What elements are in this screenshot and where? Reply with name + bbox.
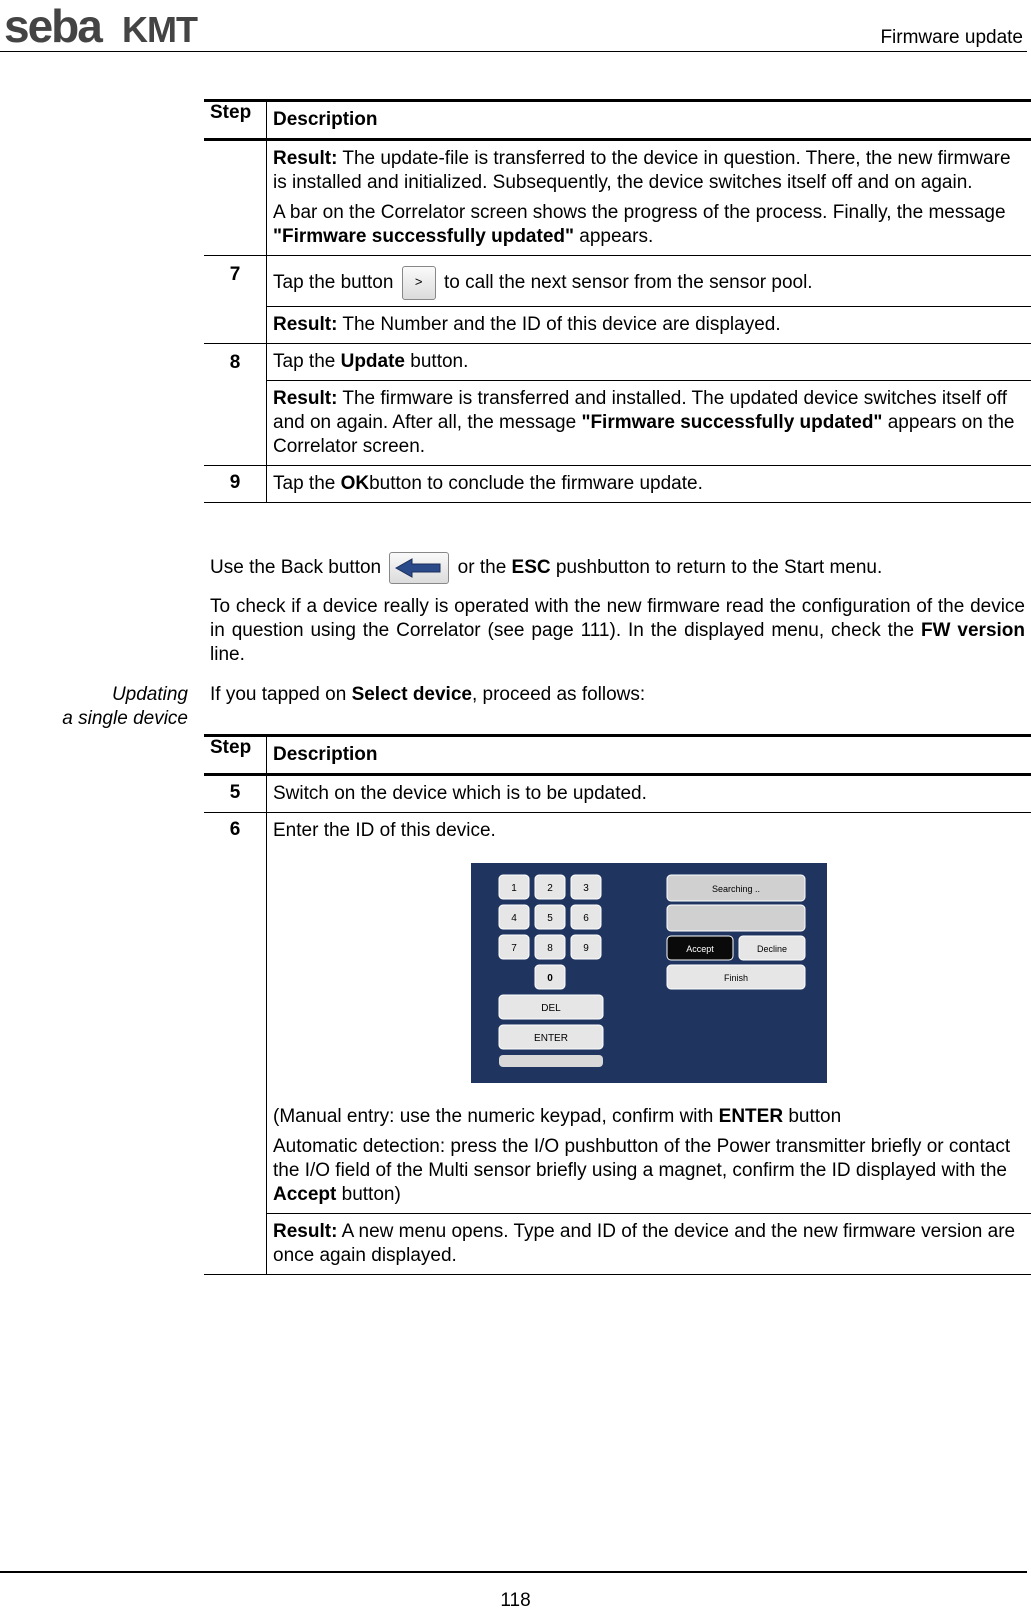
result-cell — [267, 140, 1031, 256]
keypad-key-label: 9 — [583, 943, 589, 954]
header-title: Firmware update — [880, 27, 1023, 48]
update-button-ref: Update — [340, 351, 406, 372]
margin-note-line: a single device — [62, 708, 188, 729]
auto-detect-end: button) — [336, 1184, 401, 1205]
check-text-end: line. — [210, 644, 245, 665]
result-label: Result: — [273, 314, 338, 335]
keypad-key-label: 6 — [583, 913, 589, 924]
table-header-row — [204, 101, 1031, 140]
step-number: 6 — [204, 813, 267, 1275]
instruction-text-end: to call the next sensor from the sensor pool. — [438, 272, 813, 294]
sebakmt-logo — [4, 4, 222, 48]
progress-text-end: appears. — [574, 226, 654, 247]
col-step-header: Step — [204, 101, 267, 140]
auto-detect-text: Automatic detection: press the I/O pushbutton of the Power transmitter briefly or contact the I/O field of the Multi sensor briefly using a magnet, confirm the ID displayed with the — [273, 1136, 1011, 1181]
keypad-key-7[interactable] — [499, 935, 529, 959]
page-number: 118 — [500, 1590, 531, 1611]
result-text-end: appears on the Correlator screen. — [273, 412, 1015, 457]
keypad-key-label: 0 — [547, 973, 553, 984]
back-button[interactable] — [389, 552, 449, 584]
keypad-key-label: 5 — [547, 913, 553, 924]
step-number: 8 — [204, 344, 267, 466]
result-label: Result: — [273, 388, 338, 409]
table-row — [204, 1214, 1031, 1275]
instruction-text: Tap the button — [273, 272, 399, 294]
keypad-key-0[interactable] — [535, 965, 565, 989]
col-description-header: Description — [267, 101, 1031, 140]
result-text: The update-file is transferred to the device in question. There, the new firmware is installed and initialized. Subsequently, the device switches itself off and on again. — [273, 148, 1011, 193]
enter-key[interactable] — [499, 1025, 603, 1049]
result-text: The firmware is transferred and installed. The updated device switches itself off and on again. After all, the message — [273, 388, 1007, 433]
keypad-key-label: 2 — [547, 883, 553, 894]
keypad-key-label: 8 — [547, 943, 553, 954]
enter-ref: ENTER — [718, 1106, 784, 1127]
keypad-key-label: 7 — [511, 943, 517, 954]
finish-button[interactable] — [667, 965, 805, 989]
header-rule — [0, 51, 1027, 52]
back-paragraph — [210, 552, 1025, 584]
select-device-ref: Select device — [351, 684, 472, 705]
instruction-cell — [267, 344, 1031, 381]
keypad-key-9[interactable] — [571, 935, 601, 959]
instruction-text: Switch on the device which is to be updated. — [273, 783, 647, 804]
del-label: DEL — [541, 1003, 561, 1014]
esc-ref: ESC — [511, 557, 551, 579]
step-number: 5 — [204, 775, 267, 813]
col-step-header: Step — [204, 736, 267, 775]
table-row — [204, 140, 1031, 256]
del-key[interactable] — [499, 995, 603, 1019]
back-text-2: or the — [452, 557, 512, 579]
keypad-key-3[interactable] — [571, 875, 601, 899]
arrow-left-icon — [390, 553, 448, 583]
instruction-cell — [267, 775, 1031, 813]
result-cell — [267, 307, 1031, 344]
step-number: 7 — [204, 256, 267, 344]
accept-label: Accept — [686, 944, 714, 954]
decline-button[interactable] — [739, 936, 805, 960]
instruction-text: Tap the — [273, 351, 341, 372]
fw-version-ref: FW version — [920, 620, 1026, 641]
margin-note-line: Updating — [111, 684, 188, 705]
searching-label: Searching .. — [711, 884, 761, 894]
manual-entry-text: (Manual entry: use the numeric keypad, confirm with — [273, 1106, 719, 1127]
table-row — [204, 466, 1031, 503]
next-sensor-button[interactable]: > — [402, 266, 436, 300]
select-text-end: , proceed as follows: — [471, 684, 646, 705]
table-header-row — [204, 736, 1031, 775]
table-row — [204, 256, 1031, 307]
progress-text: A bar on the Correlator screen shows the progress of the process. Finally, the message — [273, 202, 1006, 223]
id-field — [667, 905, 805, 931]
footer-rule — [0, 1571, 1027, 1573]
steps-table-1 — [204, 99, 1031, 503]
result-text: A new menu opens. Type and ID of the device and the new firmware version are once again displayed. — [273, 1221, 1016, 1266]
keypad-key-6[interactable] — [571, 905, 601, 929]
select-text: If you tapped on — [210, 684, 352, 705]
table-row — [204, 813, 1031, 1214]
result-text: The Number and the ID of this device are displayed. — [337, 314, 781, 335]
table-row — [204, 307, 1031, 344]
check-text: To check if a device really is operated with the new firmware read the configuration of the device in question using the Correlator (see page 111). In the displayed menu, check the — [210, 596, 1025, 641]
success-message: "Firmware successfully updated" — [581, 412, 883, 433]
margin-note — [62, 683, 188, 731]
result-cell — [267, 381, 1031, 466]
step-number: 9 — [204, 466, 267, 503]
manual-entry-end: button — [783, 1106, 842, 1127]
svg-text:KMT: KMT — [122, 9, 197, 48]
keypad-key-label: 4 — [511, 913, 517, 924]
finish-label: Finish — [723, 973, 749, 983]
keypad-key-5[interactable] — [535, 905, 565, 929]
decline-label: Decline — [756, 944, 788, 954]
svg-text:seba: seba — [4, 4, 101, 48]
instruction-text: Tap the — [273, 473, 341, 494]
select-paragraph — [210, 683, 1025, 707]
accept-button[interactable] — [667, 936, 733, 960]
result-label: Result: — [273, 1221, 338, 1242]
searching-field — [667, 875, 805, 901]
keypad-key-label: 3 — [583, 883, 589, 894]
accept-ref: Accept — [273, 1184, 337, 1205]
instruction-text-end: button. — [405, 351, 469, 372]
result-cell — [267, 1214, 1031, 1275]
back-text-3: pushbutton to return to the Start menu. — [550, 557, 883, 579]
keypad-key-2[interactable] — [535, 875, 565, 899]
keypad-key-8[interactable] — [535, 935, 565, 959]
table-row — [204, 381, 1031, 466]
steps-table-2 — [204, 734, 1031, 1275]
result-label: Result: — [273, 148, 338, 169]
check-paragraph — [210, 595, 1025, 667]
keypad-key-label: 1 — [511, 883, 517, 894]
table-row — [204, 344, 1031, 381]
instruction-cell — [267, 256, 1031, 307]
instruction-text: Enter the ID of this device. — [273, 820, 496, 841]
enter-label: ENTER — [534, 1033, 568, 1044]
instruction-cell — [267, 813, 1031, 1214]
keypad-key-1[interactable] — [499, 875, 529, 899]
step-cell-empty — [204, 140, 267, 256]
instruction-text-end: button to conclude the firmware update. — [369, 473, 703, 494]
keypad-key-4[interactable] — [499, 905, 529, 929]
device-id-screenshot — [471, 863, 827, 1083]
blank-key — [499, 1055, 603, 1067]
table-row — [204, 775, 1031, 813]
col-description-header: Description — [267, 736, 1031, 775]
ok-button-ref: OK — [340, 473, 370, 494]
success-message: "Firmware successfully updated" — [273, 226, 575, 247]
back-text: Use the Back button — [210, 557, 387, 579]
instruction-cell — [267, 466, 1031, 503]
